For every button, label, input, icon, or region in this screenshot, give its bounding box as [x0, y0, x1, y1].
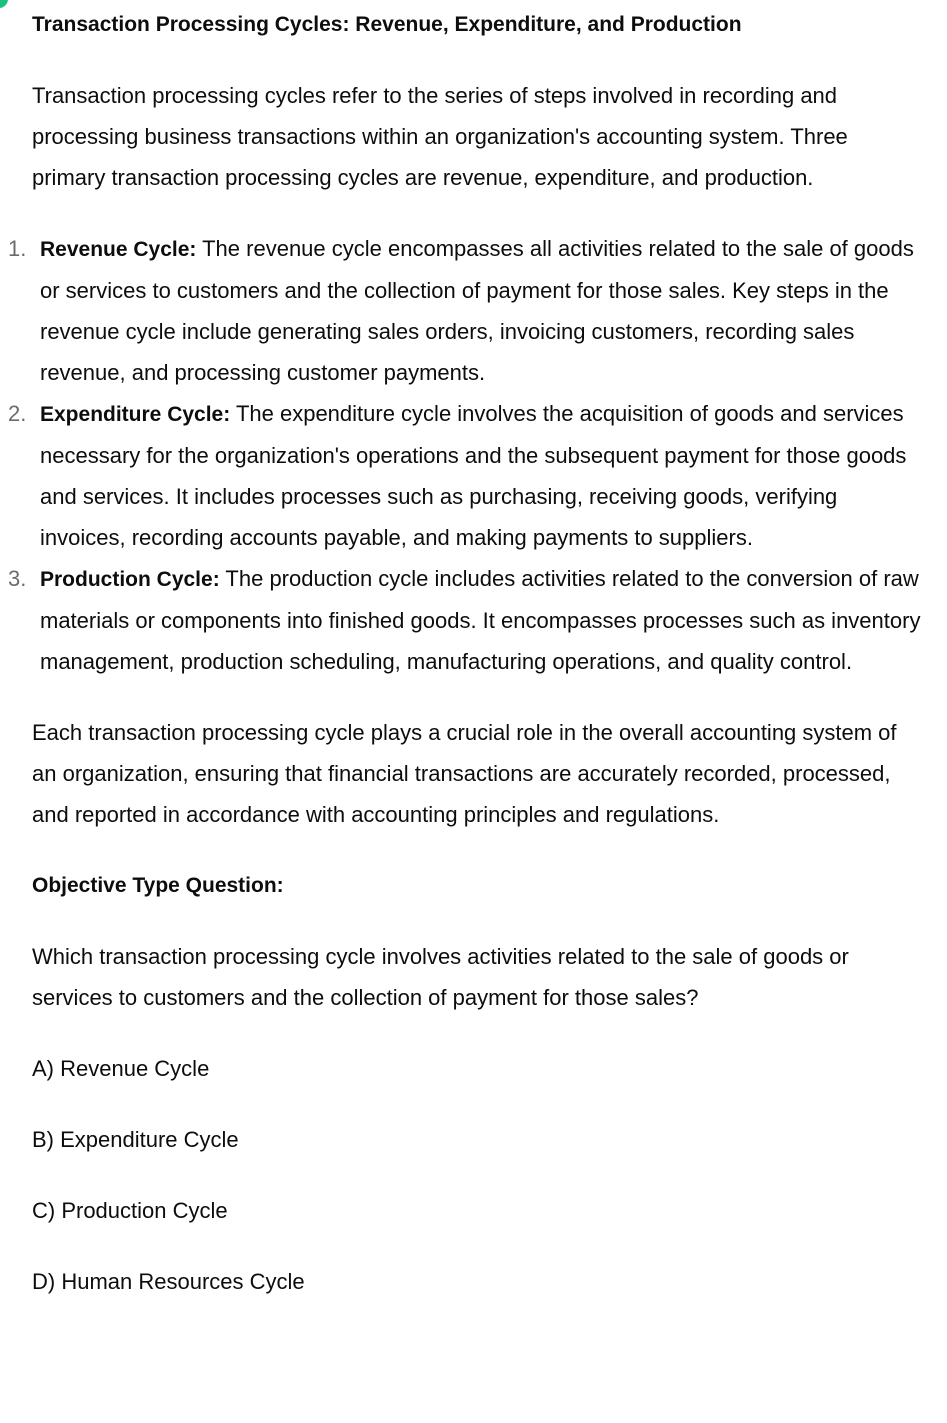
cycle-list [8, 228, 922, 682]
answer-option-c: C) Production Cycle [32, 1198, 228, 1223]
list-item [8, 393, 922, 558]
assistant-avatar [0, 0, 8, 8]
list-item [8, 228, 922, 393]
answer-option-a: A) Revenue Cycle [32, 1056, 210, 1081]
list-number: 3. [8, 566, 27, 591]
answer-option-d: D) Human Resources Cycle [32, 1269, 305, 1294]
list-number: 1. [8, 236, 27, 261]
page-title: Transaction Processing Cycles: Revenue, Expenditure, and Production [32, 13, 742, 36]
question-text: Which transaction processing cycle involves activities related to the sale of goods or services to customers and the collection of payment for those sales? [32, 944, 849, 1010]
cycle-description: The revenue cycle encompasses all activities related to the sale of goods or services to customers and the collection of payment for those sales. Key steps in the revenue cycle include generating sales orders, invoicing customers, recording sales revenue, and processing customer payments. [40, 236, 914, 385]
question-heading: Objective Type Question: [32, 874, 284, 897]
intro-paragraph: Transaction processing cycles refer to the series of steps involved in recording and processing business transactions within an organization's accounting system. Three primary transaction processing cycles are revenue, expenditure, and production. [32, 83, 848, 190]
cycle-name: Expenditure Cycle: [40, 403, 231, 426]
cycle-name: Production Cycle: [40, 568, 220, 591]
cycle-name: Revenue Cycle: [40, 238, 197, 261]
closing-paragraph: Each transaction processing cycle plays a crucial role in the overall accounting system of an organization, ensuring that financial transactions are accurately recorded, processed, and reported in accordance with accounting principles and regulations. [32, 720, 897, 827]
cycle-description: The expenditure cycle involves the acquisition of goods and services necessary for the organization's operations and the subsequent payment for those goods and services. It includes processes such as purchasing, receiving goods, verifying invoices, recording accounts payable, and making payments to suppliers. [40, 401, 907, 550]
answer-option-b: B) Expenditure Cycle [32, 1127, 239, 1152]
list-number: 2. [8, 401, 27, 426]
cycle-description: The production cycle includes activities related to the conversion of raw materials or components into finished goods. It encompasses processes such as inventory management, production scheduling, manufacturing operations, and quality control. [40, 566, 921, 674]
message-content [8, 4, 922, 1302]
list-item [8, 558, 922, 682]
